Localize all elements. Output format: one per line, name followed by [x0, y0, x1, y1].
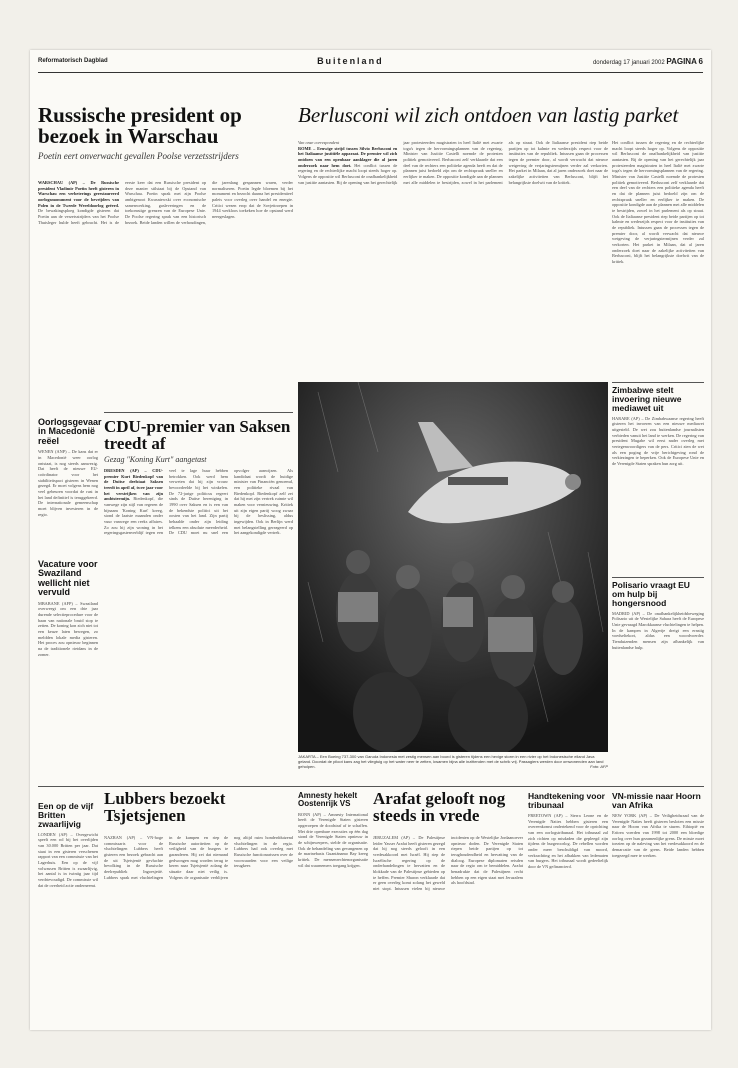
page-header	[38, 50, 703, 73]
body-zimbabwe: HARARE (AP) – De Zimbabwaanse regering heeft gisteren het invoeren van een nieuwe mediawet uitgesteld. De wet zou buitenlandse journalisten verbieden vanuit het land te werken. De regering van president Mugabe wil eerst nader overleg met vertegenwoordigers van de pers. Critici zien de wet als een poging de vrije berichtgeving rond de verkiezingen te beperken. Ook de Europese Unie en de Verenigde Staten spraken hun zorg uit.	[612, 415, 704, 467]
brief-amnesty	[298, 792, 368, 1002]
article-tsjetsjenen	[104, 790, 293, 824]
headline-saksen: CDU-premier van Saksen treedt af	[104, 417, 291, 453]
rule-zimbabwe	[612, 382, 704, 383]
brief-britten	[38, 802, 98, 1022]
headline-swaziland: Vacature voor Swaziland wellicht niet vervuld	[38, 559, 98, 598]
body-swaziland: MBABANE (AFP) – Swaziland overweegt om een drie jaar durende selectieprocedure voor de baan van nationale bruid stop te zetten. De koning kon zich niet tot een keuze laten bewegen, zo meldden lokale media gisteren. Het proces zou opnieuw beginnen na de traditionele rietdans in de zomer.	[38, 600, 98, 657]
body-britten: LONDEN (AP) – Overgewicht speelt een rol bij het overlijden van 30.000 Britten per jaar. Dat staat in een gisteren verschenen rapport van een commissie van het Lagerhuis. Een op de vijf volwassen Britten is zwaarlijvig, het aantal is in twintig jaar tijd verdrievoudigd. De commissie wil dat de overheid actie onderneemt.	[38, 831, 98, 888]
headline-macedonie: Oorlogsgevaar in Macedonië reëel	[38, 417, 102, 446]
headline-handtekening: Handtekening voor tribunaal	[528, 791, 605, 810]
newspaper-page	[30, 50, 711, 1030]
body-tsjetsjenen: NAZRAN (AP) – VN-hoge commissaris voor de vluchtelingen Lubbers heeft gisteren een bezoek gebracht aan de uit Tsjetsjenië gevluchte bevolking in de Russische deelrepubliek Ingoesjetië. Lubbers sprak met vluchtelingen in de kampen en riep de Russische autoriteiten op de veiligheid van de burgers te garanderen. Hij zei dat niemand gedwongen mag worden terug te keren naar Tsjetsjenië zolang de situatie daar niet veilig is. Volgens de organisatie verblijven nog altijd ruim honderdduizend vluchtelingen in de regio. Lubbers had ook overleg met Russische functionarissen over de voorwaarden voor een veilige terugkeer.	[104, 835, 293, 880]
body-amnesty: BONN (AP) – Amnesty International heeft de Verenigde Staten gisteren opgeroepen de doodstraf af te schaffen. Met drie openbare executies op één dag stond de Verenigde Staten opnieuw in de schijnwerpers, stelde de organisatie. Ook de behandeling van gevangenen op de marinebasis Guantánamo Bay kreeg kritiek. De mensenrechtenorganisatie wil dat waarnemers toegang krijgen.	[298, 811, 368, 868]
plane-rescue-image	[298, 382, 608, 752]
body-vnmissie: NEW YORK (AP) – De Veiligheidsraad van de Verenigde Naties heeft gisteren besloten een missie naar de Hoorn van Afrika te sturen. Ethiopië en Eritrea voerden van 1998 tot 2000 een bloedige oorlog over hun gezamenlijke grens. De missie moet toezien op de naleving van het vredesakkoord en de demarcatie van de grens. Beide landen hebben toegezegd mee te werken.	[612, 812, 704, 858]
headline-arafat: Arafat gelooft nog steeds in vrede	[373, 789, 506, 825]
body-arafat: JERUZALEM (AP) – De Palestijnse leider Yasser Arafat heeft gisteren gezegd dat hij nog steeds gelooft in een vredesakkoord met Israël. Hij riep de Israëlische regering op de onderhandelingen te hervatten en de blokkade van de Palestijnse gebieden op te heffen. Premier Sharon verklaarde dat er geen overleg komt zolang het geweld niet stopt. Intussen vielen bij nieuwe incidenten op de Westelijke Jordaanoever opnieuw doden. De Verenigde Staten riepen beide partijen op tot terughoudendheid en hervatting van de dialoog. Europese diplomaten reisden naar de regio om te bemiddelen. Arafat benadrukte dat de Palestijnen recht hebben op een eigen staat met Jeruzalem als hoofdstad.	[373, 835, 523, 892]
rule-bottom	[38, 786, 704, 787]
headline-tsjetsjenen: Lubbers bezoekt Tsjetsjenen	[104, 789, 226, 825]
brief-vnmissie	[612, 792, 704, 1003]
rule-polisario	[612, 577, 704, 578]
section-title: Buitenland	[317, 56, 384, 66]
body-saksen: DRESDEN (AP) – CDU-premier Kurt Biedenkopf van de Duitse deelstaat Saksen treedt in april af, twee jaar voor het verstrijken van zijn ambtstermijn. Biedenkopf, die vanwege zijn stijl van regeren de bijnaam 'Koning Kurt' kreeg, stond de laatste maanden onder vuur vanwege een reeks affaires. Zo zou hij zijn woning in het regeringsgastenverblijf tegen een veel te lage huur hebben betrokken. Ook werd hem verweten dat hij zijn vrouw bevoordeelde bij het winkelen. De 72-jarige politicus regeert sinds de Duitse hereniging in 1990 over Saksen en is een van de bekendste politici uit het oosten van het land. Zijn partij behaalde onder zijn leiding telkens een absolute meerderheid. De CDU moet nu snel een opvolger aanwijzen. Als kandidaat wordt de huidige minister van Financiën genoemd, een politieke rivaal van Biedenkopf. Biedenkopf zelf zei dat hij met zijn vertrek ruimte wil maken voor vernieuwing. Kritiek uit zijn eigen partij woog zwaar bij de beslissing, aldus ingewijden. Ook in Berlijn werd met belangstelling gereageerd op het aangekondigde vertrek.	[104, 468, 293, 536]
article-warschau	[38, 105, 293, 161]
subhead-saksen: Gezag "Koning Kurt" aangetast	[104, 455, 207, 464]
headline-zimbabwe: Zimbabwe stelt invoering nieuwe mediawet uit	[612, 385, 682, 413]
headline-britten: Een op de vijf Britten zwaarlijvig	[38, 801, 94, 829]
brief-swaziland	[38, 560, 98, 761]
headline-berlusconi: Berlusconi wil zich ontdoen van lastig parket	[298, 103, 679, 127]
body-handtekening: FREETOWN (AP) – Sierra Leone en de Verenigde Naties hebben gisteren een overeenkomst ondertekend voor de oprichting van een oorlogstribunaal. Het tribunaal zal zich richten op misdaden die gepleegd zijn tijdens de burgeroorlog. De rebellen worden onder meer beschuldigd van moord, verkrachting en het afhakken van ledematen van burgers. Het tribunaal wordt gedeeltelijk door de VN gefinancierd.	[528, 812, 608, 869]
brief-handtekening	[528, 792, 608, 1003]
publication-name: Reformatorisch Dagblad	[38, 58, 108, 64]
news-photo	[298, 382, 608, 752]
headline-amnesty: Amnesty hekelt Oostenrijk VS	[298, 791, 358, 809]
subhead-warschau: Poetin eert onverwacht gevallen Poolse verzetsstrijders	[38, 151, 239, 161]
headline-vnmissie: VN-missie naar Hoorn van Afrika	[612, 791, 701, 810]
body-berlusconi: Van onze correspondent ROME – Eeuwige strijd tussen Silvio Berlusconi en het Italiaanse justitiële apparaat. De premier wil zich ontdoen van een openbaar aanklager die al jaren onderzoek naar hem doet. Het conflict tussen de regering en de rechterlijke macht loopt steeds hoger op. Volgens de oppositie wil Berlusconi de onafhankelijkheid van justitie aantasten. Bij de opening van het gerechtelijk jaar protesteerden magistraten in heel Italië met zwarte toga's tegen de hervormingsplannen van de regering. Minister van Justitie Castelli noemde de protesten politiek gemotiveerd. Berlusconi zelf verklaarde dat een deel van de rechters een politieke agenda heeft en dat de plannen juist bedoeld zijn om de rechtspraak sneller en eerlijker te maken. De oppositie kondigde aan de plannen met alle middelen te bestrijden, zowel in het parlement als op straat. Ook de Italiaanse president riep beide partijen op tot kalmte en wederzijds respect voor de instituties van de republiek. Intussen gaan de processen tegen de premier door, al wordt verwacht dat nieuwe wetgeving de verjaringstermijnen verder zal verkorten. Het parket in Milaan, dat al jaren onderzoek doet naar de zakelijke activiteiten van Berlusconi, blijft het belangrijkste doelwit van de kritiek.	[298, 140, 608, 185]
body-warschau: WARSCHAU (AP) – De Russische president Vladimir Poetin heeft gisteren in Warschau een verbeterings gerestaureerd oorlogsmonument voor de bevrijders van Polen in de Tweede Wereldoorlog geëerd. De bewakingsploeg kondigde gisteren dat Poetin aan de verzetsstrijders van het Poolse Thuisleger hulde heeft gebracht. Het is de eerste keer dat een Russische president op deze manier stilstaat bij de Opstand van Warschau. Poetin sprak met zijn Poolse ambtgenoot Kwasniewski over economische samenwerking, gasleveringen en de toekomstige grenzen van de Europese Unie. De Poolse regering sprak van een historisch bezoek. Beide landen willen de verhoudingen, die jarenlang gespannen waren, verder normaliseren. Poetin legde bloemen bij het monument en bezocht daarna het presidentieel paleis voor overleg over handel en energie. Critici wezen erop dat de Sovjettroepen in 1944 werkloos toekeken hoe de opstand werd neergeslagen.	[38, 180, 293, 225]
body-berlusconi-end: Het conflict tussen de regering en de rechterlijke macht loopt steeds hoger op. Volgens de oppositie wil Berlusconi de onafhankelijkheid van justitie aantasten. Bij de opening van het gerechtelijk jaar protesteerden magistraten in heel Italië met zwarte toga's tegen de hervormingsplannen van de regering. Minister van Justitie Castelli noemde de protesten politiek gemotiveerd. Berlusconi zelf verklaarde dat een deel van de rechters een politieke agenda heeft en dat de plannen juist bedoeld zijn om de rechtspraak sneller en eerlijker te maken. De oppositie kondigde aan de plannen met alle middelen te bestrijden, zowel in het parlement als op straat. Ook de Italiaanse president riep beide partijen op tot kalmte en wederzijds respect voor de instituties van de republiek. Intussen gaan de processen tegen de premier door, al wordt verwacht dat nieuwe wetgeving de verjaringstermijnen verder zal verkorten. Het parket in Milaan, dat al jaren onderzoek doet naar de zakelijke activiteiten van Berlusconi, blijft het belangrijkste doelwit van de kritiek.	[612, 140, 704, 265]
brief-polisario	[612, 581, 704, 761]
body-macedonie: WENEN (ANP) – De kans dat er in Macedonië weer oorlog ontstaat, is nog steeds aanwezig. Dat heeft de nieuwe EU-coördinator voor het stabiliteitspact gisteren in Wenen gezegd. Er moet volgens hem nog veel gebeuren voordat de rust in het land definitief is teruggekeerd. De internationale gemeenschap moet blijven investeren in de regio.	[38, 449, 98, 517]
photo-credit: Foto: AFP	[590, 764, 608, 770]
article-arafat	[373, 790, 523, 824]
headline-warschau: Russische president op bezoek in Warschau	[38, 103, 242, 148]
article-berlusconi	[298, 105, 704, 126]
rule-saksen	[104, 412, 293, 413]
photo-caption: JAKARTA – Een Boeing 737-300 van Garuda Indonesia met zestig mensen aan boord is gisteren tijdens een hevige storm in een rivier op het Indonesische eiland Java geland. Doordat de piloot kans zag het vliegtuig op het water neer te zetten, kwamen bijna alle inzittenden met de schrik vrij. Passagiers werden door omwonenden aan land geholpen. Foto: AFP	[298, 754, 608, 770]
page-date: donderdag 17 januari 2002 PAGINA 6	[592, 56, 703, 66]
brief-macedonie	[38, 417, 102, 569]
headline-polisario: Polisario vraagt EU om hulp bij hongersnood	[612, 580, 690, 608]
brief-zimbabwe	[612, 386, 704, 566]
body-polisario: MADRID (AP) – De onafhankelijkheidsbeweging Polisario uit de Westelijke Sahara heeft de Europese Unie gevraagd Marokkaanse vluchtelingen te helpen. In de kampen in Algerije dreigt een ernstig voedseltekort, aldus een woordvoerder. Tienduizenden mensen zijn afhankelijk van buitenlandse hulp.	[612, 610, 704, 650]
article-saksen	[104, 418, 293, 464]
